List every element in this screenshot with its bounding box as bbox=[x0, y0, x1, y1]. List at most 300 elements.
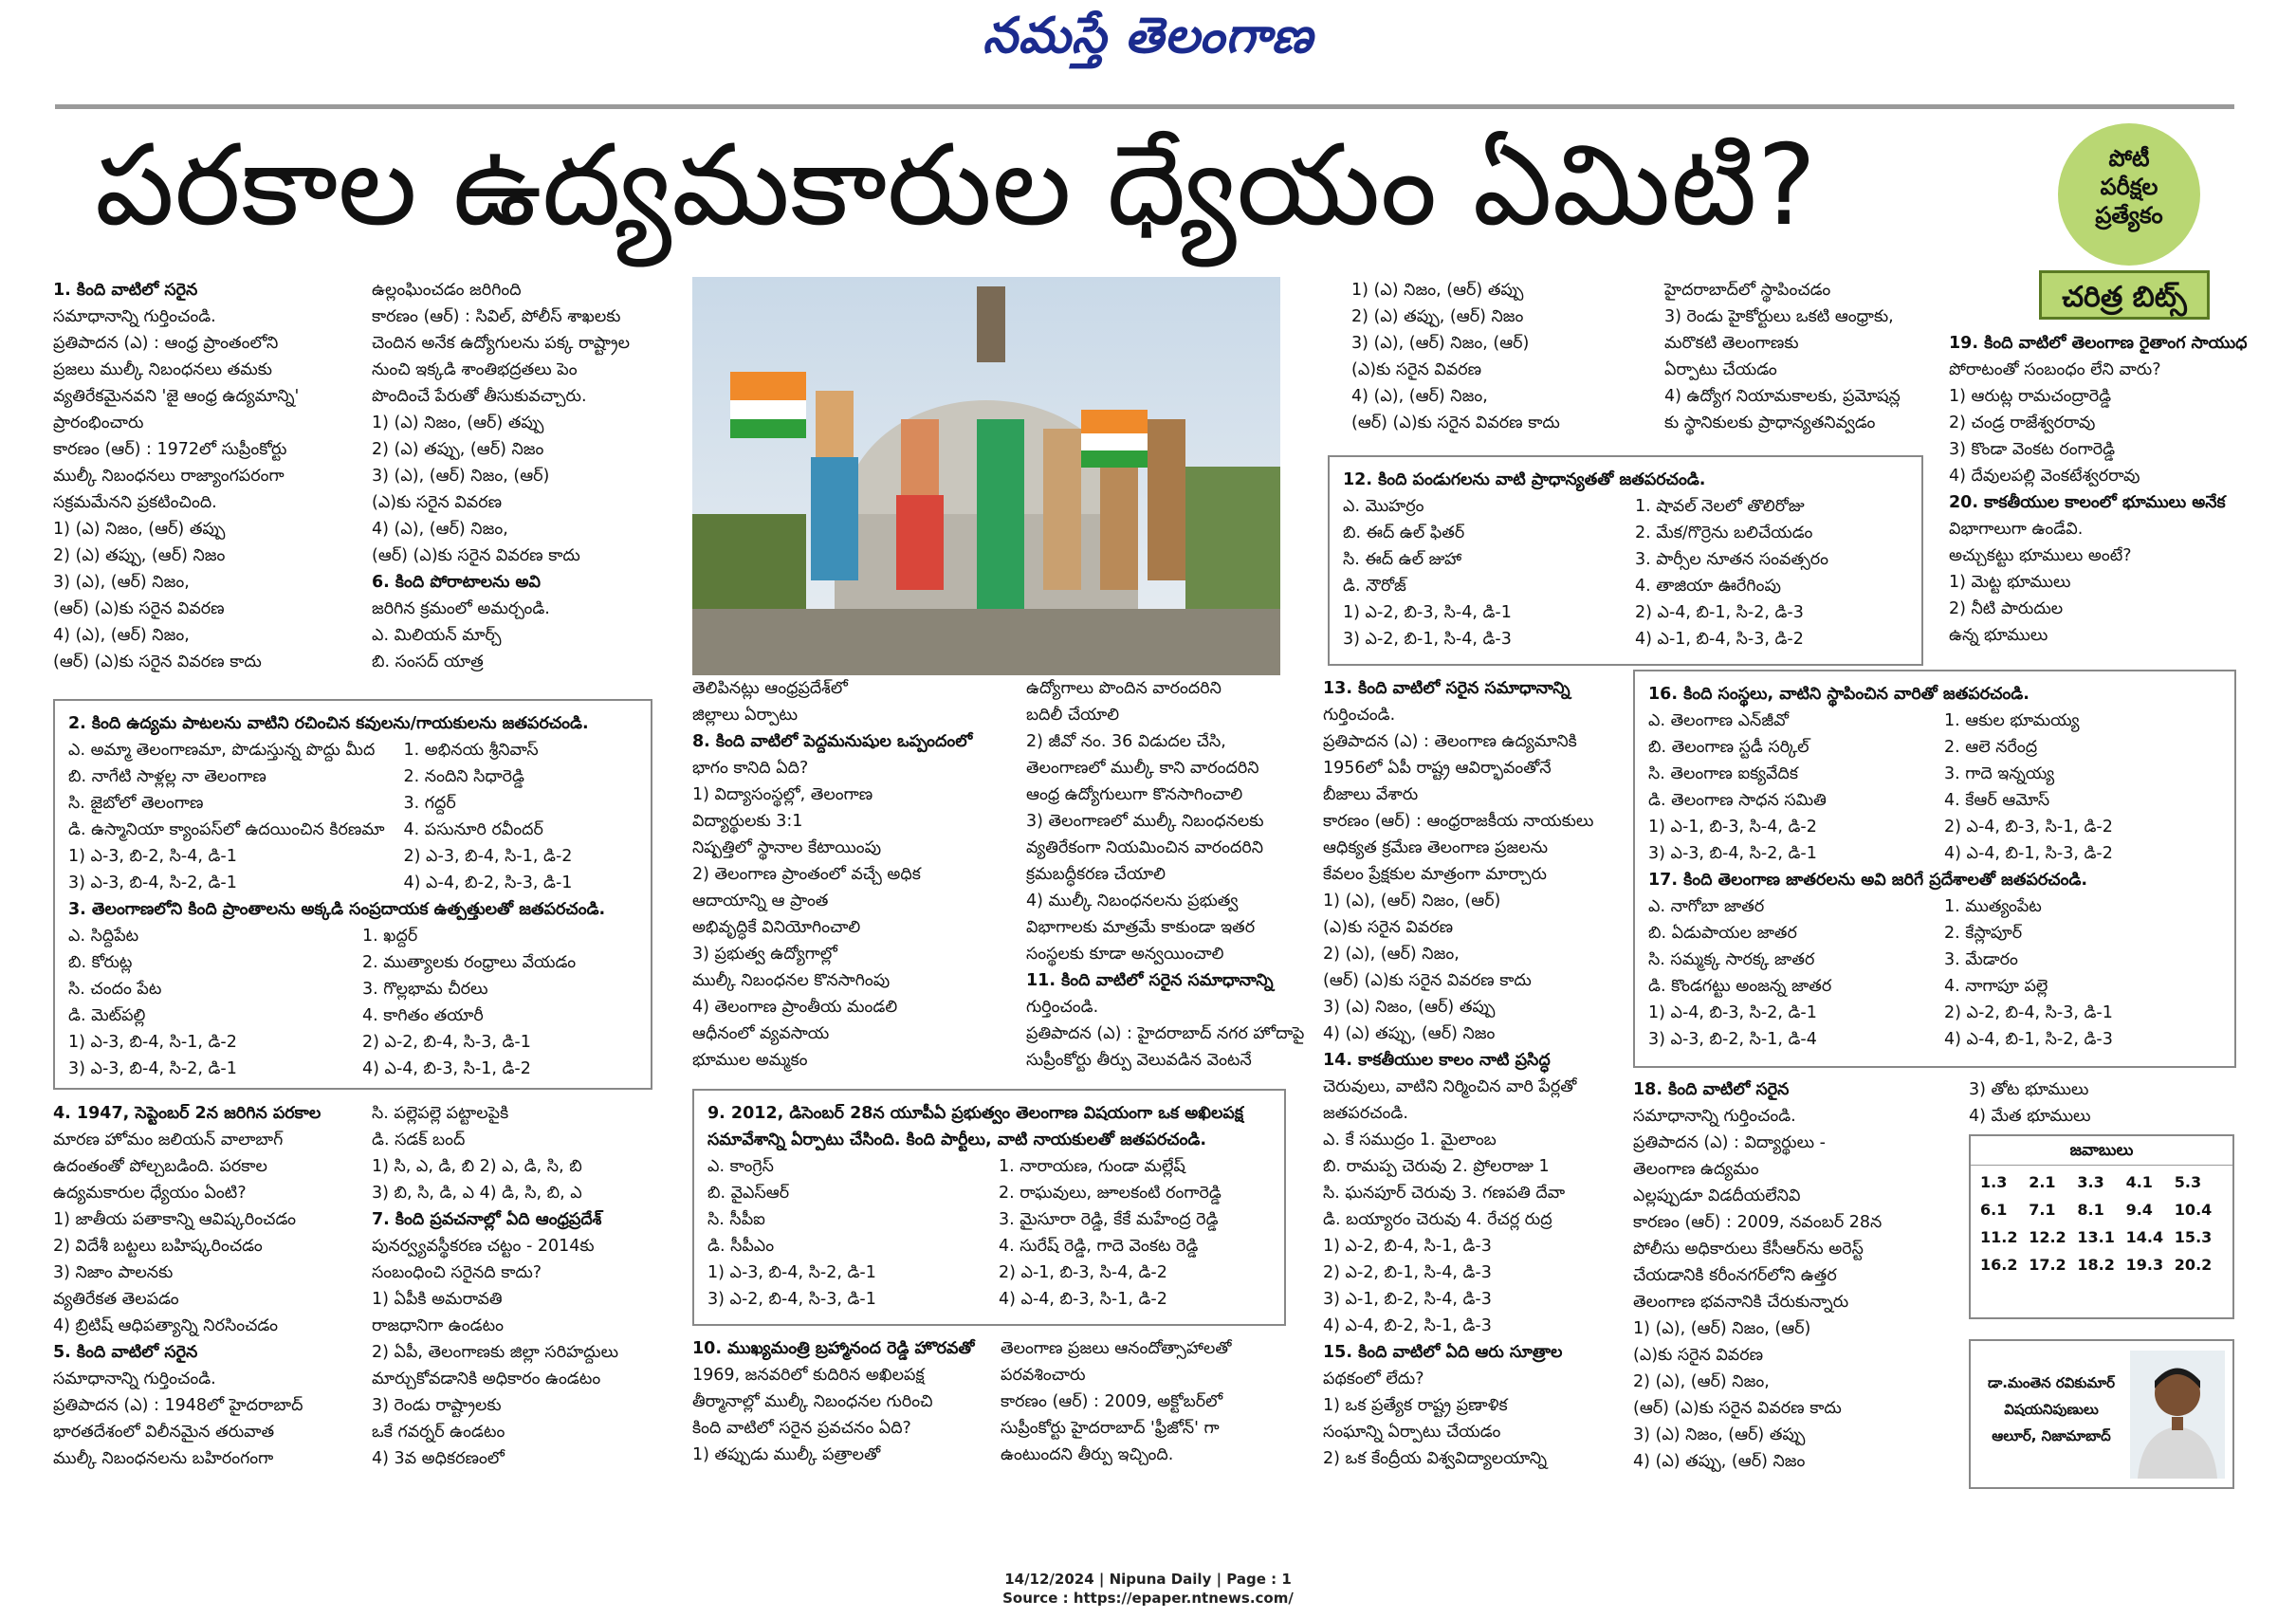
match-item: 4. కేఆర్ ఆమోస్ bbox=[1944, 791, 2050, 810]
match-item: డి. కొండగట్టు అంజన్న జాతర bbox=[1648, 977, 1832, 996]
text-line: అభివృద్ధికే వినియోగించాలి bbox=[692, 918, 861, 937]
badge-line: పోటీ bbox=[2108, 145, 2150, 172]
text-line: 11. కింది వాటిలో సరైన సమాధానాన్ని bbox=[1026, 971, 1274, 990]
text-line: 20. కాకతీయుల కాలంలో భూములు అనేక bbox=[1949, 493, 2226, 512]
question-17-title: 17. కింది తెలంగాణ జాతరలను అవి జరిగే ప్రదేశాలతో జతపరచండి. bbox=[1648, 871, 2088, 890]
match-item: 1. షావల్ నెలలో తొలిరోజు bbox=[1635, 497, 1805, 516]
answer-item: 14.4 bbox=[2125, 1228, 2164, 1246]
text-line: ఒకే గవర్నర్ ఉండటం bbox=[372, 1423, 505, 1442]
match-item: సి. సమ్మక్క సారక్క జాతర bbox=[1648, 950, 1815, 969]
text-line: క్రమబద్ధీకరణ చేయాలి bbox=[1026, 865, 1166, 884]
author-place: ఆలూర్, నిజామాబాద్ bbox=[1992, 1427, 2111, 1444]
text-line: కారణం (ఆర్) : 1972లో సుప్రీంకోర్టు bbox=[53, 440, 287, 459]
text-line: ప్రతిపాదన (ఎ) : 1948లో హైదరాబాద్ bbox=[53, 1396, 303, 1415]
text-line: 1) తప్పుడు ముల్కీ పత్రాలతో bbox=[692, 1445, 881, 1464]
text-line: తెలంగాణ ప్రజలు ఆనందోత్సాహాలతో bbox=[1001, 1339, 1232, 1358]
text-line: పోలీసు అధికారులు కేసీఆర్‌ను అరెస్ట్ bbox=[1633, 1240, 1864, 1259]
text-line: (ఆర్) (ఎ)కు సరైన వివరణ కాదు bbox=[53, 653, 262, 671]
text-line: ప్రతిపాదన (ఎ) : తెలంగాణ ఉద్యమానికి bbox=[1323, 732, 1577, 751]
text-line: (ఆర్) (ఎ)కు సరైన వివరణ కాదు bbox=[1323, 971, 1532, 990]
text-line: సుప్రీంకోర్టు హైదరాబాద్ 'ఫ్రీజోన్' గా bbox=[1001, 1419, 1220, 1438]
text-line: సి. ఘనపూర్ చెరువు 3. గణపతి దేవా bbox=[1323, 1184, 1566, 1203]
text-line: ఆధిక్యత క్రమేణ తెలంగాణ ప్రజలను bbox=[1323, 838, 1549, 857]
match-item: డి. తెలంగాణ సాధన సమితి bbox=[1648, 791, 1827, 810]
match-item: 1) ఎ-1, బి-3, సి-4, డి-2 bbox=[1648, 818, 1817, 837]
match-item: 4) ఎ-4, బి-1, సి-3, డి-2 bbox=[1944, 844, 2113, 863]
text-line: 2) నీటి పారుదుల bbox=[1949, 599, 2064, 618]
text-line: 2) (ఎ) తప్పు, (ఆర్) నిజం bbox=[53, 546, 226, 565]
headline: పరకాల ఉద్యమకారుల ధ్యేయం ఏమిటి? bbox=[95, 120, 1817, 250]
text-line: 2) తెలంగాణ ప్రాంతంలో వచ్చే అధిక bbox=[692, 865, 921, 884]
match-item: 4. సురేష్ రెడ్డి, గాదె వెంకట రెడ్డి bbox=[999, 1237, 1199, 1256]
text-line: ముల్కీ నిబంధనలు రాజ్యాంగపరంగా bbox=[53, 467, 285, 486]
question-8-11 bbox=[1026, 675, 1304, 1074]
match-item: బి. కోరుట్ల bbox=[68, 953, 133, 972]
text-line: 3) (ఎ), (ఆర్) నిజం, (ఆర్) bbox=[372, 467, 550, 486]
text-line: సక్రమమేనని ప్రకటించింది. bbox=[53, 493, 217, 512]
text-line: గుర్తించండి. bbox=[1323, 706, 1396, 725]
match-item: ఎ. నాగోబా జాతర bbox=[1648, 897, 1765, 916]
answer-item: 13.1 bbox=[2077, 1228, 2115, 1246]
text-line: కారణం (ఆర్) : సివిల్, పోలీస్ శాఖలకు bbox=[372, 307, 621, 326]
author-photo bbox=[2130, 1351, 2225, 1479]
badge-line: పరీక్షల bbox=[2100, 174, 2158, 200]
text-line: కు స్థానికులకు ప్రాధాన్యతనివ్వడం bbox=[1664, 414, 1876, 432]
text-line: 5. కింది వాటిలో సరైన bbox=[53, 1343, 198, 1362]
match-item: 3) ఎ-3, బి-2, సి-1, డి-4 bbox=[1648, 1030, 1817, 1049]
text-line: ప్రారంభించారు bbox=[53, 414, 144, 432]
text-line: 1969, జనవరిలో కుదిరిన అఖిలపక్ష bbox=[692, 1366, 925, 1385]
question-10-options-cont bbox=[1664, 277, 1901, 436]
text-line: 2) ఒక కేంద్రీయ విశ్వవిద్యాలయాన్ని bbox=[1323, 1449, 1548, 1468]
text-line: 3) కొండా వెంకట రంగారెడ్డి bbox=[1949, 440, 2116, 459]
match-item: 3. మైసూరా రెడ్డి, కేకే మహేంద్ర రెడ్డి bbox=[999, 1210, 1219, 1229]
text-line: రాజధానిగా ఉండటం bbox=[372, 1316, 504, 1335]
text-line: వ్యతిరేకత తెలపడం bbox=[53, 1290, 179, 1309]
text-line: 19. కింది వాటిలో తెలంగాణ రైతాంగ సాయుధ bbox=[1949, 334, 2248, 353]
question-3-grid bbox=[68, 923, 637, 1082]
text-line: ఆంధ్ర ఉద్యోగులుగా కొనసాగించాలి bbox=[1026, 785, 1243, 804]
match-item: 3. పార్సీల నూతన సంవత్సరం bbox=[1635, 550, 1829, 569]
text-line: ఉద్యమకారుల ధ్యేయం ఏంటి? bbox=[53, 1184, 247, 1203]
text-line: బదిలీ చేయాలి bbox=[1026, 706, 1120, 725]
answer-item: 5.3 bbox=[2174, 1173, 2202, 1191]
text-line: 3) రెండు హైకోర్టులు ఒకటి ఆంధ్రాకు, bbox=[1664, 307, 1894, 326]
text-line: వ్యతిరేకమైనవని 'జై ఆంధ్ర ఉద్యమాన్ని' bbox=[53, 387, 300, 406]
text-line: తెలిపినట్లు ఆంధ్రప్రదేశ్‌లో bbox=[692, 679, 848, 698]
text-line: 2) విదేశీ బట్టలు బహిష్కరించడం bbox=[53, 1237, 263, 1256]
text-line: 14. కాకతీయుల కాలం నాటి ప్రసిద్ధ bbox=[1323, 1051, 1551, 1070]
answer-item: 18.2 bbox=[2077, 1256, 2115, 1274]
question-5-6 bbox=[372, 277, 630, 675]
match-item: 1) ఎ-4, బి-3, సి-2, డి-1 bbox=[1648, 1003, 1817, 1022]
text-line: 18. కింది వాటిలో సరైన bbox=[1633, 1080, 1790, 1099]
match-item: 3. గొల్లభామ చీరలు bbox=[362, 980, 488, 999]
answer-item: 19.3 bbox=[2125, 1256, 2164, 1274]
text-line: 4) తెలంగాణ ప్రాంతీయ మండలి bbox=[692, 998, 898, 1017]
text-line: భాగం కానిది ఏది? bbox=[692, 759, 809, 778]
text-line: 3) నిజాం పాలనకు bbox=[53, 1263, 174, 1282]
text-line: చెరువులు, వాటిని నిర్మించిన వారి పేర్లతో bbox=[1323, 1077, 1577, 1096]
match-item: 2. రాఘవులు, జూలకంటి రంగారెడ్డి bbox=[999, 1184, 1221, 1203]
text-line: 4) (ఎ) తప్పు, (ఆర్) నిజం bbox=[1633, 1452, 1806, 1471]
text-line: ప్రతిపాదన (ఎ) : హైదరాబాద్ నగర హోదాపై bbox=[1026, 1024, 1305, 1043]
text-line: 6. కింది పోరాటాలను అవి bbox=[372, 573, 541, 592]
author-name: డా.మంతెన రవికుమార్ bbox=[1987, 1374, 2116, 1391]
match-item: 1. ముత్యంపేట bbox=[1944, 897, 2042, 916]
question-12-title: 12. కింది పండుగలను వాటి ప్రాధాన్యతతో జతపరచండి. bbox=[1343, 470, 1706, 489]
question-3-title: 3. తెలంగాణలోని కింది ప్రాంతాలను అక్కడి సంప్రదాయక ఉత్పత్తులతో జతపరచండి. bbox=[68, 900, 606, 919]
text-line: సి. పల్లెపల్లె పట్టాలపైకి bbox=[372, 1104, 509, 1123]
special-badge bbox=[2058, 123, 2200, 266]
text-line: ప్రతిపాదన (ఎ) : ఆంధ్ర ప్రాంతంలోని bbox=[53, 334, 279, 353]
answer-item: 8.1 bbox=[2077, 1201, 2104, 1219]
text-line: 10. ముఖ్యమంత్రి బ్రహ్మానంద రెడ్డి హొరవతో bbox=[692, 1339, 975, 1358]
text-line: మార్చుకోవడానికి అధికారం ఉండటం bbox=[372, 1370, 601, 1388]
match-item: 2) ఎ-2, బి-4, సి-3, డి-1 bbox=[1944, 1003, 2113, 1022]
text-line: పథకంలో లేదు? bbox=[1323, 1370, 1424, 1388]
text-line: సుప్రీంకోర్టు తీర్పు వెలువడిన వెంటనే bbox=[1026, 1051, 1252, 1070]
question-16-grid bbox=[1648, 708, 2221, 867]
masthead-rule bbox=[55, 104, 2234, 109]
match-item: 3) ఎ-2, బి-1, సి-4, డి-3 bbox=[1343, 630, 1512, 649]
text-line: ప్రజలు ముల్కీ నిబంధనలు తమకు bbox=[53, 360, 272, 379]
text-line: 4) మేత భూములు bbox=[1969, 1107, 2091, 1126]
text-line: 3) (ఎ) నిజం, (ఆర్) తప్పు bbox=[1323, 998, 1496, 1017]
text-line: సమాధానాన్ని గుర్తించండి. bbox=[1633, 1107, 1796, 1126]
match-item: 2. ఆలె నరేంద్ర bbox=[1944, 738, 2038, 757]
match-item: 2. కేస్లాపూర్ bbox=[1944, 924, 2023, 943]
question-19-20 bbox=[1949, 330, 2248, 649]
question-4-5 bbox=[53, 1100, 321, 1472]
question-17-grid bbox=[1648, 893, 2221, 1053]
question-12-grid bbox=[1343, 493, 1908, 653]
question-10-options bbox=[1351, 277, 1560, 436]
text-line: 3) తెలంగాణలో ముల్కీ నిబంధనలకు bbox=[1026, 812, 1264, 831]
match-item: డి. ఉస్మానియా క్యాంపస్‌లో ఉదయించిన కిరణమా bbox=[68, 820, 385, 839]
match-item: ఎ. అమ్మా తెలంగాణమా, పొడుస్తున్న పొద్దు మీద bbox=[68, 741, 376, 760]
text-line: ఉన్న భూములు bbox=[1949, 626, 2048, 645]
text-line: ఉంటుందని తీర్పు ఇచ్చింది. bbox=[1001, 1445, 1174, 1464]
text-line: 3) (ఎ), (ఆర్) నిజం, (ఆర్) bbox=[1351, 334, 1530, 353]
match-item: ఎ. కాంగ్రెస్ bbox=[707, 1157, 774, 1176]
text-line: 2) చండ్ర రాజేశ్వరరావు bbox=[1949, 414, 2096, 432]
match-item: 2) ఎ-4, బి-1, సి-2, డి-3 bbox=[1635, 603, 1804, 622]
text-line: చేయడానికి కరీంనగర్‌లోని ఉత్తర bbox=[1633, 1266, 1837, 1285]
match-item: సి. సీపీఐ bbox=[707, 1210, 765, 1229]
match-item: 1. అభినయ శ్రీనివాస్ bbox=[403, 741, 539, 760]
text-line: విద్యార్థులకు 3:1 bbox=[692, 812, 803, 831]
answer-item: 16.2 bbox=[1980, 1256, 2018, 1274]
text-line: 4) (ఎ) తప్పు, (ఆర్) నిజం bbox=[1323, 1024, 1496, 1043]
match-item: 3) ఎ-3, బి-4, సి-2, డి-1 bbox=[1648, 844, 1817, 863]
text-line: సమాధానాన్ని గుర్తించండి. bbox=[53, 307, 216, 326]
text-line: పోరాటంతో సంబంధం లేని వారు? bbox=[1949, 360, 2161, 379]
text-line: 1956లో ఏపీ రాష్ట్ర ఆవిర్భావంతోనే bbox=[1323, 759, 1552, 778]
footer bbox=[0, 1570, 2296, 1608]
text-line: కారణం (ఆర్) : 2009, నవంబర్ 28న bbox=[1633, 1213, 1883, 1232]
text-line: పునర్వ్యవస్థీకరణ చట్టం - 2014కు bbox=[372, 1237, 595, 1256]
match-item: బి. తెలంగాణ స్టడీ సర్కిల్ bbox=[1648, 738, 1809, 757]
text-line: 15. కింది వాటిలో ఏది ఆరు సూత్రాల bbox=[1323, 1343, 1563, 1362]
answer-item: 15.3 bbox=[2174, 1228, 2213, 1246]
text-line: గుర్తించండి. bbox=[1026, 998, 1099, 1017]
text-line: 3) బి, సి, డి, ఎ 4) డి, సి, బి, ఎ bbox=[372, 1184, 582, 1203]
text-line: అచ్చుకట్టు భూములు అంటే? bbox=[1949, 546, 2132, 565]
match-item: 2. ముత్యాలకు రంధ్రాలు వేయడం bbox=[362, 953, 577, 972]
text-line: సమాధానాన్ని గుర్తించండి. bbox=[53, 1370, 216, 1388]
text-line: నిష్పత్తిలో స్థానాల కేటాయింపు bbox=[692, 838, 882, 857]
question-1 bbox=[53, 277, 299, 675]
answer-item: 11.2 bbox=[1980, 1228, 2018, 1246]
text-line: (ఎ)కు సరైన వివరణ bbox=[1351, 360, 1482, 379]
text-line: 4) (ఎ), (ఆర్) నిజం, bbox=[53, 626, 190, 645]
martyrs-memorial-photo bbox=[692, 277, 1280, 675]
text-line: పరవశించారు bbox=[1001, 1366, 1086, 1385]
section-label: చరిత్ర బిట్స్ bbox=[2039, 270, 2210, 320]
text-line: 3) రెండు రాష్ట్రాలకు bbox=[372, 1396, 502, 1415]
match-item: 2) ఎ-1, బి-3, సి-4, డి-2 bbox=[999, 1263, 1167, 1282]
text-line: పొందించే పేరుతో తీసుకువచ్చారు. bbox=[372, 387, 587, 406]
text-line: 2) (ఎ), (ఆర్) నిజం, bbox=[1633, 1372, 1770, 1391]
match-item: బి. ఏడుపాయల జాతర bbox=[1648, 924, 1797, 943]
text-line: జిల్లాలు ఏర్పాటు bbox=[692, 706, 798, 725]
text-line: 1) మెట్ట భూములు bbox=[1949, 573, 2071, 592]
match-item: డి. మెట్‌పల్లి bbox=[68, 1006, 146, 1025]
text-line: 4. 1947, సెప్టెంబర్ 2న జరిగిన పరకాల bbox=[53, 1104, 321, 1123]
text-line: బి. రామప్ప చెరువు 2. ప్రోలరాజు 1 bbox=[1323, 1157, 1550, 1176]
match-item: 1) ఎ-3, బి-4, సి-2, డి-1 bbox=[707, 1263, 876, 1282]
text-line: ఆధీనంలో వ్యవసాయ bbox=[692, 1024, 830, 1043]
text-line: మారణ హోమం జలియన్ వాలాబాగ్ bbox=[53, 1131, 284, 1149]
text-line: 3) (ఎ), (ఆర్) నిజం, bbox=[53, 573, 190, 592]
text-line: (ఆర్) (ఎ)కు సరైన వివరణ కాదు bbox=[372, 546, 580, 565]
answer-item: 1.3 bbox=[1980, 1173, 2008, 1191]
question-16-title: 16. కింది సంస్థలు, వాటిని స్థాపించిన వారితో జతపరచండి. bbox=[1648, 685, 2030, 704]
text-line: 1) (ఎ) నిజం, (ఆర్) తప్పు bbox=[372, 414, 544, 432]
match-item: 1. ఆకుల భూమయ్య bbox=[1944, 711, 2080, 730]
text-line: కింది వాటిలో సరైన ప్రవచనం ఏది? bbox=[692, 1419, 911, 1438]
match-item: 3) ఎ-3, బి-4, సి-2, డి-1 bbox=[68, 1059, 237, 1078]
text-line: చెందిన అనేక ఉద్యోగులను పక్క రాష్ట్రాల bbox=[372, 334, 630, 353]
text-line: ఆదాయాన్ని ఆ ప్రాంత bbox=[692, 892, 829, 910]
author-role: విషయనిపుణులు bbox=[2004, 1401, 2099, 1418]
text-line: 3) ప్రభుత్వ ఉద్యోగాల్లో bbox=[692, 945, 837, 964]
match-item: 3. గాదె ఇన్నయ్య bbox=[1944, 764, 2055, 783]
text-line: 4) ఉద్యోగ నియామకాలకు, ప్రమోషన్ల bbox=[1664, 387, 1901, 406]
question-7-8 bbox=[692, 675, 972, 1074]
question-10 bbox=[692, 1335, 974, 1468]
question-16-17-box bbox=[1633, 670, 2236, 1068]
text-line: 13. కింది వాటిలో సరైన సమాధానాన్ని bbox=[1323, 679, 1570, 698]
text-line: ఉదంతంతో పోల్చబడింది. పరకాల bbox=[53, 1157, 267, 1176]
match-item: 3. గద్దర్ bbox=[403, 794, 456, 813]
match-item: 1) ఎ-3, బి-4, సి-1, డి-2 bbox=[68, 1033, 237, 1052]
footer-source-line: Source : https://epaper.ntnews.com/ bbox=[1002, 1590, 1294, 1607]
text-line: 4) (ఎ), (ఆర్) నిజం, bbox=[1351, 387, 1488, 406]
text-line: సంబంధించి సరైనది కాదు? bbox=[372, 1263, 542, 1282]
masthead-logo: నమస్తే తెలంగాణ bbox=[983, 8, 1313, 64]
match-item: 4. తాజియా ఊరేగింపు bbox=[1635, 577, 1781, 596]
text-line: సంస్థలకు కూడా అన్వయించాలి bbox=[1026, 945, 1224, 964]
text-line: 1) (ఎ) నిజం, (ఆర్) తప్పు bbox=[53, 520, 226, 539]
question-6-7 bbox=[372, 1100, 618, 1472]
text-line: ఉద్యోగాలు పొందిన వారందరిని bbox=[1026, 679, 1221, 698]
match-item: ఎ. సిద్దిపేట bbox=[68, 927, 139, 946]
text-line: ఎ. మిలియన్ మార్చ్ bbox=[372, 626, 502, 645]
text-line: కారణం (ఆర్) : ఆంధ్రరాజకీయ నాయకులు bbox=[1323, 812, 1594, 831]
answer-key bbox=[1969, 1134, 2234, 1319]
match-item: ఎ. తెలంగాణ ఎన్‌జీవో bbox=[1648, 711, 1789, 730]
match-item: బి. వైఎస్ఆర్ bbox=[707, 1184, 790, 1203]
question-2-grid bbox=[68, 737, 637, 896]
text-line: 1) సి, ఎ, డి, బి 2) ఎ, డి, సి, బి bbox=[372, 1157, 582, 1176]
match-item: డి. సీపీఎం bbox=[707, 1237, 775, 1256]
match-item: 4) ఎ-4, బి-2, సి-3, డి-1 bbox=[403, 873, 573, 892]
answer-item: 9.4 bbox=[2125, 1201, 2153, 1219]
question-9-grid bbox=[707, 1153, 1271, 1313]
match-item: 2) ఎ-2, బి-4, సి-3, డి-1 bbox=[362, 1033, 531, 1052]
match-item: సి. ఈద్ ఉల్ జుహా bbox=[1343, 550, 1462, 569]
question-2-title: 2. కింది ఉద్యమ పాటలను వాటిని రచించిన కవులను/గాయకులను జతపరచండి. bbox=[68, 714, 589, 733]
text-line: 2) (ఎ) తప్పు, (ఆర్) నిజం bbox=[372, 440, 544, 459]
match-item: 1. ఖద్దర్ bbox=[362, 927, 418, 946]
text-line: కేవలం ప్రేక్షకుల మాత్రంగా మార్చారు bbox=[1323, 865, 1547, 884]
text-line: ఉల్లంఘించడం జరిగింది bbox=[372, 281, 522, 300]
text-line: 1) ఏపీకి అమరావతి bbox=[372, 1290, 503, 1309]
text-line: 2) ఏపీ, తెలంగాణకు జిల్లా సరిహద్దులు bbox=[372, 1343, 619, 1362]
match-item: 4. పసునూరి రవీందర్ bbox=[403, 820, 543, 839]
answer-key-grid bbox=[1971, 1166, 2232, 1281]
text-line: 1) (ఎ), (ఆర్) నిజం, (ఆర్) bbox=[1323, 892, 1501, 910]
match-item: 4) ఎ-1, బి-4, సి-3, డి-2 bbox=[1635, 630, 1804, 649]
answer-key-title: జవాబులు bbox=[1971, 1136, 2232, 1166]
text-line: మరొకటి తెలంగాణకు bbox=[1664, 334, 1799, 353]
text-line: కారణం (ఆర్) : 2009, అక్టోబర్‌లో bbox=[1001, 1392, 1223, 1411]
match-item: బి. నాగేటి సాళ్లల్ల నా తెలంగాణ bbox=[68, 767, 266, 786]
answer-item: 7.1 bbox=[2029, 1201, 2056, 1219]
text-line: డి. సడక్ బంద్ bbox=[372, 1131, 466, 1149]
text-line: 1) ఆరుట్ల రామచంద్రారెడ్డి bbox=[1949, 387, 2112, 406]
text-line: ఎ. కే సముద్రం 1. మైలాంబ bbox=[1323, 1131, 1497, 1149]
text-line: (ఎ)కు సరైన వివరణ bbox=[372, 493, 503, 512]
text-line: 2) (ఎ) తప్పు, (ఆర్) నిజం bbox=[1351, 307, 1524, 326]
text-line: 2) ఎ-2, బి-1, సి-4, డి-3 bbox=[1323, 1263, 1492, 1282]
text-line: 3) (ఎ) నిజం, (ఆర్) తప్పు bbox=[1633, 1425, 1806, 1444]
match-item: 3) ఎ-3, బి-4, సి-2, డి-1 bbox=[68, 873, 237, 892]
text-line: డి. బయ్యారం చెరువు 4. రేచర్ల రుద్ర bbox=[1323, 1210, 1552, 1229]
text-line: 1. కింది వాటిలో సరైన bbox=[53, 281, 198, 300]
text-line: భారతదేశంలో విలీనమైన తరువాత bbox=[53, 1423, 275, 1442]
text-line: (ఆర్) (ఎ)కు సరైన వివరణ కాదు bbox=[1351, 414, 1560, 432]
question-13-15 bbox=[1323, 675, 1593, 1472]
text-line: తెలంగాణ భవనానికి చేరుకున్నారు bbox=[1633, 1293, 1849, 1312]
text-line: 1) ఎ-2, బి-4, సి-1, డి-3 bbox=[1323, 1237, 1492, 1256]
text-line: తీర్మానాల్లో ముల్కీ నిబంధనల గురించి bbox=[692, 1392, 933, 1411]
text-line: ఏర్పాటు చేయడం bbox=[1664, 360, 1777, 379]
text-line: 4) బ్రిటిష్ ఆధిపత్యాన్ని నిరసించడం bbox=[53, 1316, 278, 1335]
question-10-reason bbox=[1001, 1335, 1231, 1468]
text-line: 4) (ఎ), (ఆర్) నిజం, bbox=[372, 520, 508, 539]
answer-item: 4.1 bbox=[2125, 1173, 2153, 1191]
text-line: (ఎ)కు సరైన వివరణ bbox=[1323, 918, 1454, 937]
match-item: 2. నందిని సిధారెడ్డి bbox=[403, 767, 524, 786]
match-item: సి. చందం పేట bbox=[68, 980, 162, 999]
text-line: జతపరచండి. bbox=[1323, 1104, 1408, 1123]
text-line: 1) జాతీయ పతాకాన్ని ఆవిష్కరించడం bbox=[53, 1210, 297, 1229]
text-line: ఎల్లప్పుడూ విడదీయలేనివి bbox=[1633, 1186, 1801, 1205]
match-item: 2) ఎ-3, బి-4, సి-1, డి-2 bbox=[403, 847, 573, 866]
text-line: జరిగిన క్రమంలో అమర్చండి. bbox=[372, 599, 550, 618]
match-item: 4. కాగితం తయారీ bbox=[362, 1006, 484, 1025]
text-line: 1) (ఎ), (ఆర్) నిజం, (ఆర్) bbox=[1633, 1319, 1811, 1338]
text-line: హైదరాబాద్‌లో స్థాపించడం bbox=[1664, 281, 1831, 300]
match-item: 4) ఎ-4, బి-1, సి-2, డి-3 bbox=[1944, 1030, 2113, 1049]
match-item: ఎ. మొహర్రం bbox=[1343, 497, 1424, 516]
author-card bbox=[1969, 1339, 2234, 1489]
text-line: (ఆర్) (ఎ)కు సరైన వివరణ కాదు bbox=[1633, 1399, 1842, 1418]
text-line: 2) జీవో నం. 36 విడుదల చేసి, bbox=[1026, 732, 1226, 751]
answer-item: 10.4 bbox=[2174, 1201, 2213, 1219]
match-item: 4) ఎ-4, బి-3, సి-1, డి-2 bbox=[362, 1059, 531, 1078]
text-line: విభాగాలకు మాత్రమే కాకుండా ఇతర bbox=[1026, 918, 1256, 937]
text-line: తెలంగాణ ఉద్యమం bbox=[1633, 1160, 1759, 1179]
match-item: సి. జైబోలో తెలంగాణ bbox=[68, 794, 204, 813]
text-line: బీజాలు వేశారు bbox=[1323, 785, 1419, 804]
text-line: వ్యతిరేకంగా నియమించిన వారందరిని bbox=[1026, 838, 1264, 857]
text-line: 4) ఎ-4, బి-2, సి-1, డి-3 bbox=[1323, 1316, 1492, 1335]
match-item: డి. నౌరోజ్ bbox=[1343, 577, 1406, 596]
text-line: ముల్కీ నిబంధనల కొనసాగింపు bbox=[692, 971, 891, 990]
text-line: 4) దేవులపల్లి వెంకటేశ్వరరావు bbox=[1949, 467, 2140, 486]
text-line: సంఘాన్ని ఏర్పాటు చేయడం bbox=[1323, 1423, 1501, 1442]
text-line: బి. సంసద్ యాత్ర bbox=[372, 653, 484, 671]
photo-illustration bbox=[692, 277, 1280, 675]
match-item: బి. ఈద్ ఉల్ ఫితర్ bbox=[1343, 524, 1465, 542]
text-line: 2) (ఎ), (ఆర్) నిజం, bbox=[1323, 945, 1460, 964]
badge-line: ప్రత్యేకం bbox=[2095, 202, 2163, 229]
match-item: 1. నారాయణ, గుండా మల్లేష్ bbox=[999, 1157, 1185, 1176]
answer-item: 6.1 bbox=[1980, 1201, 2008, 1219]
text-line: విభాగాలుగా ఉండేవి. bbox=[1949, 520, 2084, 539]
match-item: 1) ఎ-3, బి-2, సి-4, డి-1 bbox=[68, 847, 237, 866]
text-line: ప్రతిపాదన (ఎ) : విద్యార్థులు - bbox=[1633, 1133, 1826, 1152]
match-item: 4. నాగాపూ పల్లె bbox=[1944, 977, 2048, 996]
text-line: ముల్కీ నిబంధనలను బహిరంగంగా bbox=[53, 1449, 274, 1468]
answer-item: 3.3 bbox=[2077, 1173, 2104, 1191]
match-item: 2) ఎ-4, బి-3, సి-1, డి-2 bbox=[1944, 818, 2113, 837]
question-9-title: 9. 2012, డిసెంబర్ 28న యూపీఏ ప్రభుత్వం తెలంగాణ విషయంగా ఒక అఖిలపక్ష bbox=[707, 1104, 1243, 1123]
text-line: 1) ఒక ప్రత్యేక రాష్ట్ర ప్రణాళిక bbox=[1323, 1396, 1508, 1415]
text-line: 8. కింది వాటిలో పెద్దమనుషుల ఒప్పందంలో bbox=[692, 732, 973, 751]
text-line: భూముల అమ్మకం bbox=[692, 1051, 808, 1070]
question-9-title-2: సమావేశాన్ని ఏర్పాటు చేసింది. కింది పార్టీలు, వాటి నాయకులతో జతపరచండి. bbox=[707, 1131, 1207, 1149]
text-line: 3) ఎ-1, బి-2, సి-4, డి-3 bbox=[1323, 1290, 1492, 1309]
text-line: నుంచి ఇక్కడి శాంతిభద్రతలు పెం bbox=[372, 360, 578, 379]
match-item: 2. మేక/గొర్రెను బలిచేయడం bbox=[1635, 524, 1813, 542]
answer-item: 12.2 bbox=[2029, 1228, 2066, 1246]
text-line: తెలంగాణలో ముల్కీ కాని వారందరిని bbox=[1026, 759, 1259, 778]
match-item: 4) ఎ-4, బి-3, సి-1, డి-2 bbox=[999, 1290, 1167, 1309]
answer-item: 20.2 bbox=[2174, 1256, 2213, 1274]
match-item: 1) ఎ-2, బి-3, సి-4, డి-1 bbox=[1343, 603, 1512, 622]
question-20-options-cont bbox=[1969, 1076, 2091, 1130]
text-line: (ఆర్) (ఎ)కు సరైన వివరణ bbox=[53, 599, 225, 618]
answer-item: 2.1 bbox=[2029, 1173, 2056, 1191]
text-line: (ఎ)కు సరైన వివరణ bbox=[1633, 1346, 1764, 1365]
text-line: 4) 3వ అధికరణంలో bbox=[372, 1449, 505, 1468]
text-line: 1) (ఎ) నిజం, (ఆర్) తప్పు bbox=[1351, 281, 1524, 300]
